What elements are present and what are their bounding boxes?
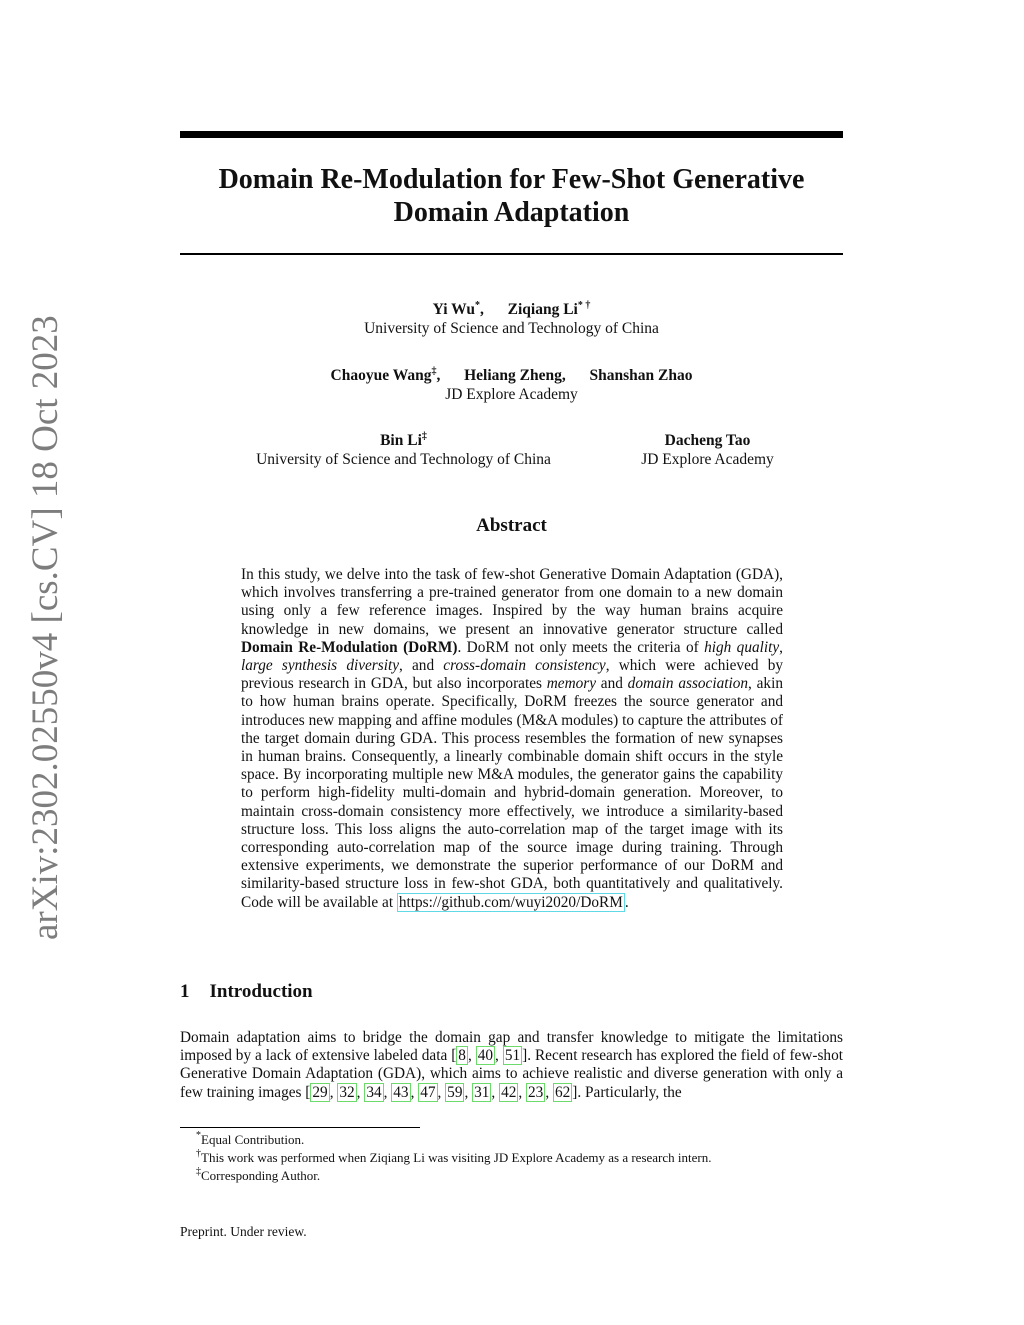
title-top-rule xyxy=(180,131,843,138)
section-heading xyxy=(180,981,313,1003)
author-affiliation: University of Science and Technology of China xyxy=(256,451,551,468)
footnote-rule xyxy=(180,1127,420,1128)
citation-link[interactable]: 40 xyxy=(477,1047,494,1065)
abstract-heading: Abstract xyxy=(476,515,547,536)
author-mark: ‡ xyxy=(421,431,427,442)
author-affiliation: JD Explore Academy xyxy=(641,451,774,468)
author-name: Chaoyue Wang xyxy=(330,367,432,384)
author-separator: , xyxy=(480,301,484,318)
author-group-2 xyxy=(180,366,843,404)
author-mark: * xyxy=(475,300,481,311)
citation-link[interactable]: 29 xyxy=(312,1083,328,1101)
section-number: 1 xyxy=(180,981,190,1002)
author-mark: * † xyxy=(577,300,591,311)
author-mark: ‡ xyxy=(431,366,437,377)
author-affiliation: University of Science and Technology of China xyxy=(364,320,659,337)
author-name: Heliang Zheng, xyxy=(464,367,566,384)
citation-link[interactable]: 8 xyxy=(458,1047,466,1065)
footnote: †This work was performed when Ziqiang Li was visiting JD Explore Academy as a research intern. xyxy=(196,1148,712,1165)
citation-link[interactable]: 31 xyxy=(474,1083,490,1101)
title-line-1: Domain Re-Modulation for Few-Shot Generative xyxy=(218,164,805,195)
section-title: Introduction xyxy=(209,981,313,1002)
author-name: Dacheng Tao xyxy=(664,432,751,449)
author-group-3-left xyxy=(240,431,567,469)
citation-link[interactable]: 32 xyxy=(339,1083,355,1101)
intro-paragraph: Domain adaptation aims to bridge the domain gap and transfer knowledge to mitigate the limitations imposed by a lack of extensive labeled data [ 8 , 40 , 51 ]. Recent research has explored the field of few-shot Generative Domain Adaptation (GDA), which aims to achieve realistic and diverse generation with only a few training images [ 29 , 32 , 34 , 43 , 47 , 59 , 31 , 42 , 23 , 62 ]. Particularly, the xyxy=(180,1029,843,1101)
title-line-2: Domain Adaptation xyxy=(393,197,630,228)
author-name: Yi Wu xyxy=(432,301,476,318)
title-bottom-rule xyxy=(180,253,843,255)
author-separator: , xyxy=(436,367,441,384)
citation-link[interactable]: 43 xyxy=(393,1083,409,1101)
author-group-1 xyxy=(180,300,843,338)
citation-link[interactable]: 42 xyxy=(501,1083,517,1101)
code-link[interactable]: https://github.com/wuyi2020/DoRM xyxy=(398,893,623,911)
citation-link[interactable]: 34 xyxy=(366,1083,382,1101)
citation-link[interactable]: 47 xyxy=(420,1083,436,1101)
author-name: Shanshan Zhao xyxy=(589,367,693,384)
citation-link[interactable]: 62 xyxy=(554,1083,571,1101)
arxiv-stamp: arXiv:2302.02550v4 [cs.CV] 18 Oct 2023 xyxy=(25,315,66,940)
paper-title xyxy=(180,163,843,229)
footnote: ‡Corresponding Author. xyxy=(196,1166,321,1183)
footnote: *Equal Contribution. xyxy=(196,1130,305,1147)
preprint-note: Preprint. Under review. xyxy=(180,1224,307,1239)
citation-link[interactable]: 59 xyxy=(447,1083,463,1101)
author-name: Bin Li xyxy=(380,432,422,449)
author-affiliation: JD Explore Academy xyxy=(445,386,578,403)
citation-link[interactable]: 51 xyxy=(504,1047,521,1065)
author-name: Ziqiang Li xyxy=(507,301,578,318)
abstract-body: In this study, we delve into the task of few-shot Generative Domain Adaptation (GDA), which involves transferring a pre-trained generator from one domain to a new domain using only a few reference images. Inspired by the way human brains acquire knowledge in new domains, we present an innovative generator structure called Domain Re-Modulation (DoRM). DoRM not only meets the criteria of high quality, large synthesis diversity, and cross-domain consistency, which were achieved by previous research in GDA, but also incorporates memory and domain association, akin to how human brains operate. Specifically, DoRM freezes the source generator and introduces new mapping and affine modules (M&A modules) to capture the attributes of the target domain during GDA. This process resembles the formation of new synapses in human brains. Consequently, a linearly combinable domain shift occurs in the style space. By incorporating multiple new M&A modules, the generator gains the capability to perform high-fidelity multi-domain and hybrid-domain generation. Moreover, to maintain cross-domain consistency more effectively, we introduce a similarity-based structure loss. This loss aligns the auto-correlation map of the target image with its corresponding auto-correlation map of the source image during training. Through extensive experiments, we demonstrate the superior performance of our DoRM and similarity-based structure loss in few-shot GDA, both quantitatively and qualitatively. Code will be available at https://github.com/wuyi2020/DoRM . xyxy=(241,566,783,911)
citation-link[interactable]: 23 xyxy=(528,1083,544,1101)
author-group-3-right xyxy=(620,431,795,469)
